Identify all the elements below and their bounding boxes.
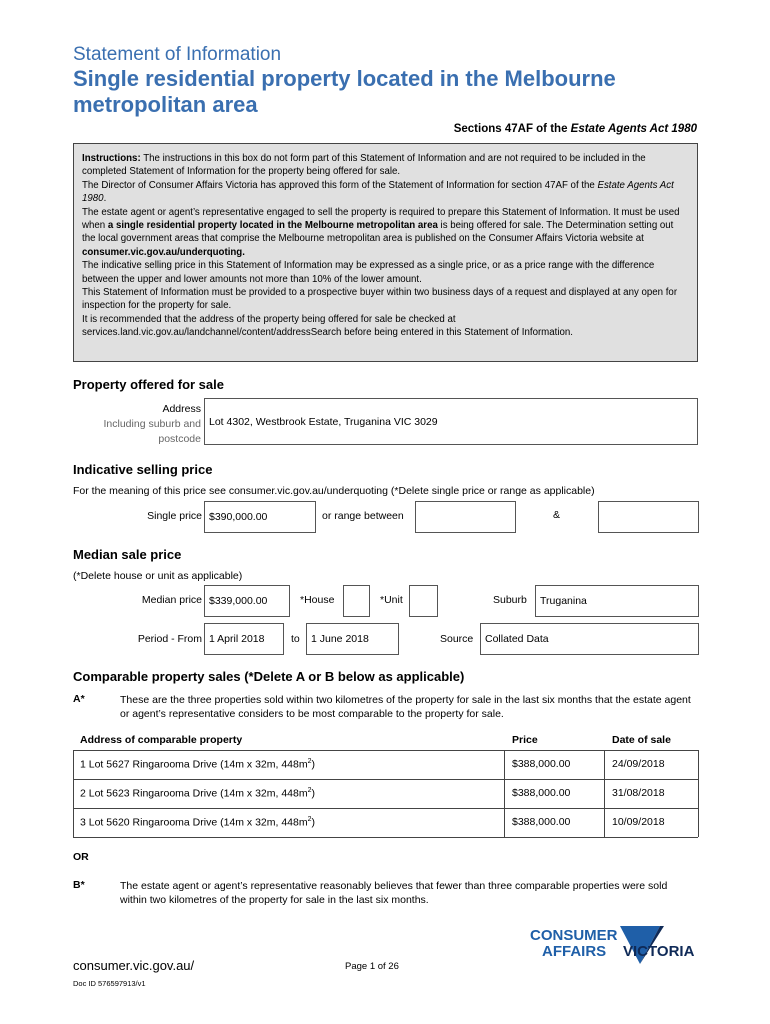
row-price: $388,000.00	[512, 816, 571, 828]
indicative-heading: Indicative selling price	[73, 462, 213, 477]
table-rule	[504, 750, 505, 837]
instructions-box: Instructions: The instructions in this box do not form part of this Statement of Information and are not required to be included in the completed Statement of Information for the property being offered for sale. The Director of Consumer Affairs Victoria has approved this form of the Statement of Information for section 47AF of the Estate Agents Act 1980. The estate agent or agent’s representative engaged to sell the property is required to prepare this Statement of Information. It must be used when a single residential property located in the Melbourne metropolitan area is being offered for sale. The Determination setting out the local government areas that comprise the Melbourne metropolitan area is published on the Consumer Affairs Victoria website at consumer.vic.gov.au/underquoting. The indicative selling price in this Statement of Information may be expressed as a single price, or as a price range with the difference between the upper and lower amounts not more than 10% of the lower amount. This Statement of Information must be provided to a prospective buyer within two business days of a request and displayed at any open for inspection for the property for sale. It is recommended that the address of the property being offered for sale be checked at services.land.vic.gov.au/landchannel/content/addressSearch before being entered in this Statement of Information.	[73, 143, 698, 362]
instructions-label: Instructions:	[82, 153, 141, 164]
page-number: Page 1 of 26	[345, 961, 399, 972]
single-price-label: Single price	[147, 510, 202, 522]
row-price: $388,000.00	[512, 787, 571, 799]
unit-label: *Unit	[380, 594, 403, 606]
table-rule	[604, 750, 605, 837]
doc-id: Doc ID 576597913/v1	[73, 979, 146, 988]
source-field[interactable]: Collated Data	[480, 623, 699, 655]
svg-text:CONSUMER: CONSUMER	[530, 927, 618, 944]
svg-text:AFFAIRS: AFFAIRS	[542, 943, 607, 960]
period-from-label: Period - From	[137, 633, 202, 645]
row-date: 31/08/2018	[612, 787, 665, 799]
house-checkbox[interactable]	[343, 585, 370, 617]
title-line-2: metropolitan area	[73, 92, 258, 117]
table-rule	[698, 750, 699, 837]
form-subtitle: Statement of Information	[73, 44, 282, 65]
indicative-note: For the meaning of this price see consumer.vic.gov.au/underquoting (*Delete single price or range as applicable)	[73, 485, 595, 497]
title-line-1: Single residential property located in the Melbourne	[73, 66, 616, 91]
range-ampersand: &	[553, 509, 561, 521]
median-note: (*Delete house or unit as applicable)	[73, 570, 243, 582]
single-price-field[interactable]: $390,000.00	[204, 501, 316, 533]
suburb-label: Suburb	[493, 594, 527, 606]
legislation-reference: Sections 47AF of the Estate Agents Act 1980	[453, 123, 697, 135]
median-price-field[interactable]: $339,000.00	[204, 585, 290, 617]
consumer-affairs-victoria-logo	[528, 924, 703, 974]
form-title	[73, 66, 713, 118]
col-address: Address of comparable property	[80, 734, 243, 746]
source-label: Source	[440, 633, 474, 645]
footer-url[interactable]: consumer.vic.gov.au/	[73, 958, 195, 973]
col-date: Date of sale	[612, 734, 671, 746]
range-label: or range between	[322, 510, 404, 522]
suburb-field[interactable]: Truganina	[535, 585, 699, 617]
house-label: *House	[300, 594, 335, 606]
act-name: Estate Agents Act 1980	[570, 123, 697, 135]
table-row: 2 Lot 5623 Ringarooma Drive (14m x 32m, $448m^2$)	[80, 787, 316, 800]
period-to-label: to	[291, 633, 300, 645]
median-heading: Median sale price	[73, 547, 182, 562]
property-heading: Property offered for sale	[73, 377, 224, 392]
or-label: OR	[73, 851, 89, 863]
option-a-label: A*	[73, 693, 85, 705]
row-date: 24/09/2018	[612, 758, 665, 770]
table-row: 3 Lot 5620 Ringarooma Drive (14m x 32m, $448m^2$)	[80, 816, 316, 829]
option-a-text: These are the three properties sold within two kilometres of the property for sale in the last six months that the estate agent or agent’s representative considers to be most comparable to the property for sale.	[120, 694, 691, 720]
address-label: Address Including suburb and postcode	[103, 403, 201, 445]
victoria-triangle-icon	[528, 924, 703, 974]
unit-checkbox[interactable]	[409, 585, 438, 617]
svg-text:VICTORIA: VICTORIA	[623, 943, 695, 960]
period-to-field[interactable]: 1 June 2018	[306, 623, 399, 655]
comparable-heading: Comparable property sales (*Delete A or B below as applicable)	[73, 669, 465, 684]
table-row: 1 Lot 5627 Ringarooma Drive (14m x 32m, $448m^2$)	[80, 758, 316, 771]
col-price: Price	[512, 734, 538, 746]
range-high-field[interactable]	[598, 501, 699, 533]
underquoting-link[interactable]: consumer.vic.gov.au/underquoting.	[82, 246, 245, 258]
range-low-field[interactable]	[415, 501, 516, 533]
row-price: $388,000.00	[512, 758, 571, 770]
table-rule	[73, 750, 74, 837]
option-b-text: The estate agent or agent’s representative reasonably believes that fewer than three comparable properties were sold within two kilometres of the property for sale in the last six months.	[120, 880, 668, 906]
row-date: 10/09/2018	[612, 816, 665, 828]
table-rule	[73, 837, 698, 838]
option-b-label: B*	[73, 879, 85, 891]
address-field[interactable]: Lot 4302, Westbrook Estate, Truganina VIC 3029	[204, 398, 698, 445]
median-price-label: Median price	[141, 594, 202, 606]
period-from-field[interactable]: 1 April 2018	[204, 623, 284, 655]
